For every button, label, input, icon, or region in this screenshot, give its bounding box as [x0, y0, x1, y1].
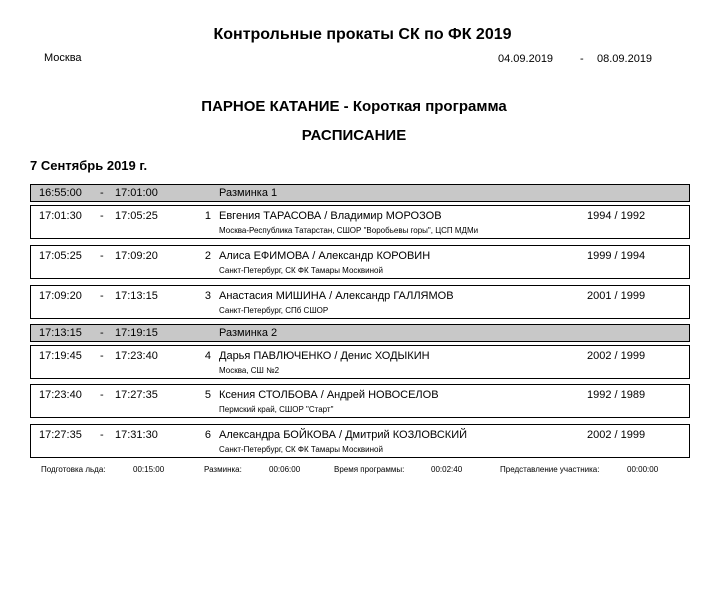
warmup-row — [30, 184, 690, 202]
end-time: 17:09:20 — [115, 250, 158, 262]
pair-names: Дарья ПАВЛЮЧЕНКО / Денис ХОДЫКИН — [219, 350, 430, 362]
event-title: ПАРНОЕ КАТАНИЕ - Короткая программа — [201, 98, 507, 115]
competition-title: Контрольные прокаты СК по ФК 2019 — [213, 26, 512, 43]
club-name: Пермский край, СШОР "Старт" — [219, 405, 334, 414]
warmup-label: Разминка 1 — [219, 187, 278, 199]
footer-label: Подготовка льда: — [41, 465, 106, 474]
club-name: Санкт-Петербург, СК ФК Тамары Москвиной — [219, 266, 383, 275]
date-end: 08.09.2019 — [597, 53, 653, 65]
birth-years: 1992 / 1989 — [587, 389, 646, 401]
footer-value: 00:15:00 — [133, 465, 165, 474]
birth-years: 1999 / 1994 — [587, 250, 646, 262]
end-time: 17:23:40 — [115, 350, 158, 362]
time-separator: - — [100, 290, 104, 302]
start-number: 2 — [204, 250, 211, 262]
start-number: 1 — [204, 210, 211, 222]
start-time: 17:13:15 — [39, 327, 82, 339]
time-separator: - — [100, 350, 104, 362]
pair-entry-row — [30, 205, 690, 239]
pair-entry-row — [30, 285, 690, 319]
warmup-label: Разминка 2 — [219, 327, 278, 339]
time-separator: - — [100, 187, 104, 199]
footer-value: 00:02:40 — [431, 465, 463, 474]
footer-label: Разминка: — [204, 465, 242, 474]
start-number: 4 — [204, 350, 211, 362]
start-time: 17:23:40 — [39, 389, 82, 401]
warmup-row — [30, 324, 690, 342]
end-time: 17:31:30 — [115, 429, 158, 441]
club-name: Москва, СШ №2 — [219, 366, 280, 375]
time-separator: - — [100, 429, 104, 441]
start-time: 17:09:20 — [39, 290, 82, 302]
start-time: 17:27:35 — [39, 429, 82, 441]
time-separator: - — [100, 389, 104, 401]
start-number: 3 — [204, 290, 211, 302]
time-separator: - — [100, 327, 104, 339]
pair-names: Анастасия МИШИНА / Александр ГАЛЛЯМОВ — [219, 290, 454, 302]
club-name: Санкт-Петербург, СПб СШОР — [219, 306, 329, 315]
start-time: 17:19:45 — [39, 350, 82, 362]
competition-city: Москва — [44, 52, 82, 64]
end-time: 17:01:00 — [115, 187, 158, 199]
pair-entry-row — [30, 384, 690, 418]
pair-names: Евгения ТАРАСОВА / Владимир МОРОЗОВ — [219, 210, 442, 222]
day-header: 7 Сентябрь 2019 г. — [30, 158, 148, 173]
birth-years: 1994 / 1992 — [587, 210, 646, 222]
end-time: 17:27:35 — [115, 389, 158, 401]
birth-years: 2002 / 1999 — [587, 350, 646, 362]
footer-label: Представление участника: — [500, 465, 600, 474]
footer-value: 00:06:00 — [269, 465, 301, 474]
end-time: 17:19:15 — [115, 327, 158, 339]
start-number: 5 — [204, 389, 211, 401]
footer-label: Время программы: — [334, 465, 405, 474]
end-time: 17:13:15 — [115, 290, 158, 302]
date-start: 04.09.2019 — [498, 53, 554, 65]
club-name: Москва-Республика Татарстан, СШОР "Воробьевы горы", ЦСП МДМи — [219, 226, 479, 235]
pair-entry-row — [30, 424, 690, 458]
birth-years: 2002 / 1999 — [587, 429, 646, 441]
club-name: Санкт-Петербург, СК ФК Тамары Москвиной — [219, 445, 383, 454]
pair-names: Ксения СТОЛБОВА / Андрей НОВОСЕЛОВ — [219, 389, 439, 401]
pair-entry-row — [30, 345, 690, 379]
start-time: 17:01:30 — [39, 210, 82, 222]
pair-entry-row — [30, 245, 690, 279]
pair-names: Александра БОЙКОВА / Дмитрий КОЗЛОВСКИЙ — [219, 429, 468, 441]
start-time: 17:05:25 — [39, 250, 82, 262]
time-separator: - — [100, 250, 104, 262]
start-number: 6 — [204, 429, 211, 441]
schedule-title: РАСПИСАНИЕ — [301, 127, 407, 144]
end-time: 17:05:25 — [115, 210, 158, 222]
time-separator: - — [100, 210, 104, 222]
date-separator: - — [580, 53, 584, 65]
birth-years: 2001 / 1999 — [587, 290, 646, 302]
start-time: 16:55:00 — [39, 187, 82, 199]
footer-value: 00:00:00 — [627, 465, 659, 474]
pair-names: Алиса ЕФИМОВА / Александр КОРОВИН — [219, 250, 431, 262]
